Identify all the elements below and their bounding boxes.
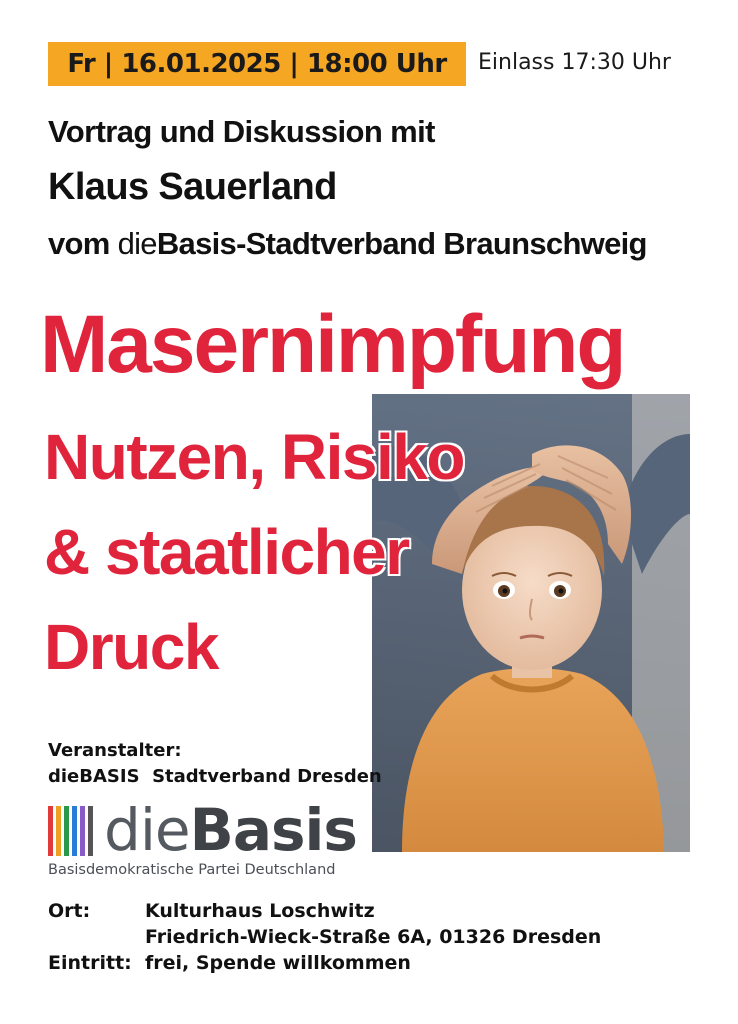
entry-value: frei, Spende willkommen bbox=[145, 952, 411, 974]
logo-bar bbox=[64, 806, 69, 856]
speaker-name: Klaus Sauerland bbox=[48, 166, 337, 208]
entry-label: Eintritt: bbox=[48, 952, 132, 974]
headline-title: Masernimpfung bbox=[40, 299, 625, 390]
headline-line-2: Nutzen, Risiko bbox=[44, 421, 464, 493]
talk-intro: Vortrag und Diskussion mit bbox=[48, 114, 435, 149]
diebasis-logo bbox=[48, 798, 368, 888]
logo-tagline: Basisdemokratische Partei Deutschland bbox=[48, 862, 336, 878]
doors-open-time: Einlass 17:30 Uhr bbox=[478, 50, 671, 75]
organizer-name: dieBASIS Stadtverband Dresden bbox=[48, 766, 382, 787]
date-time-banner: Fr | 16.01.2025 | 18:00 Uhr bbox=[48, 42, 466, 86]
logo-bar bbox=[56, 806, 61, 856]
venue-name: Kulturhaus Loschwitz bbox=[145, 900, 375, 922]
speaker-affiliation bbox=[48, 226, 647, 262]
organizer-label: Veranstalter: bbox=[48, 740, 182, 761]
affiliation-rest: Basis-Stadtverband Braunschweig bbox=[156, 226, 647, 261]
logo-word-basis: Basis bbox=[189, 796, 357, 864]
logo-bar bbox=[48, 806, 53, 856]
logo-wordmark bbox=[104, 796, 357, 864]
logo-bar bbox=[88, 806, 93, 856]
affiliation-prefix: vom bbox=[48, 226, 118, 261]
logo-word-die: die bbox=[104, 796, 190, 864]
logo-bar bbox=[72, 806, 77, 856]
headline-line-3: & staatlicher bbox=[44, 516, 409, 588]
venue-address: Friedrich-Wieck-Straße 6A, 01326 Dresden bbox=[145, 926, 602, 948]
logo-bar bbox=[80, 806, 85, 856]
affiliation-die: die bbox=[117, 226, 157, 261]
headline-line-4: Druck bbox=[44, 611, 218, 683]
venue-label: Ort: bbox=[48, 900, 91, 922]
logo-color-bars-icon bbox=[48, 806, 100, 856]
